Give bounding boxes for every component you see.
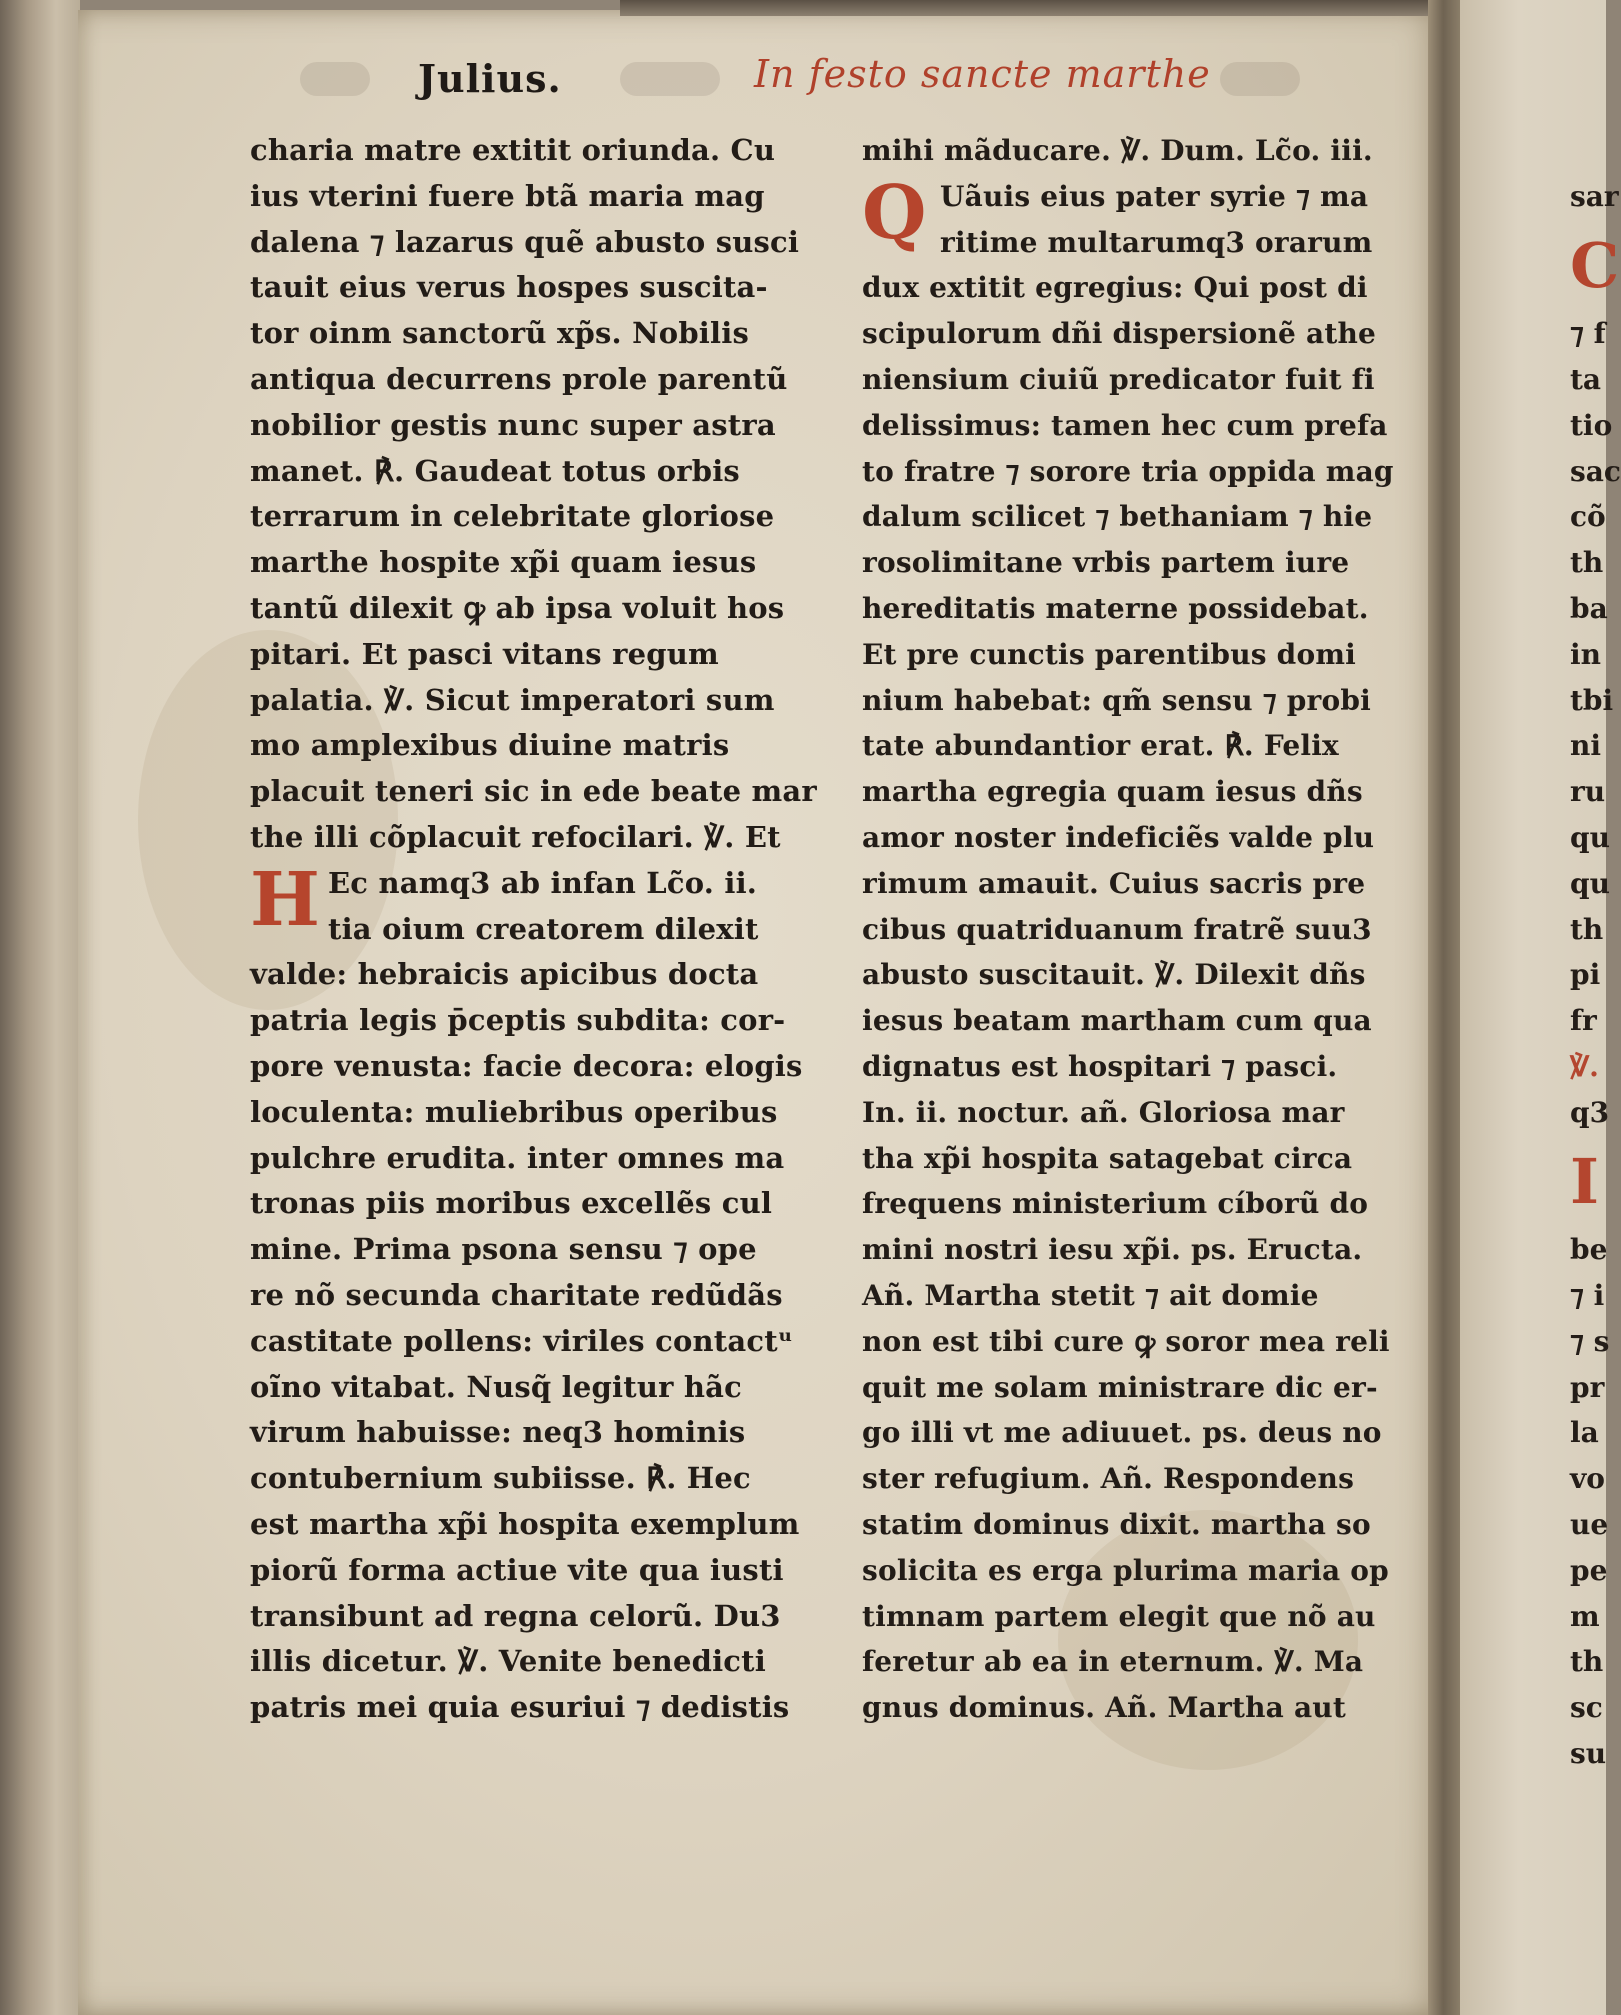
fragment-line: ⁊ i: [1570, 1278, 1605, 1312]
show-through-smudge: [1220, 62, 1300, 96]
book-gutter: [1428, 0, 1462, 2015]
fragment-line: ℣.: [1570, 1049, 1599, 1083]
fragment-line: in: [1570, 637, 1601, 671]
text-line: est martha xp̃i hospita exemplum: [250, 1506, 800, 1541]
text-line: castitate pollens: viriles contactᵘ: [250, 1323, 794, 1358]
fragment-line: la: [1570, 1416, 1599, 1450]
text-line: to fratre ⁊ sorore tria oppida mag: [862, 454, 1394, 488]
fragment-line: ru: [1570, 775, 1606, 809]
text-line: the illi cõplacuit refocilari. ℣. Et: [250, 819, 781, 854]
text-line: mine. Prima psona sensu ⁊ ope: [250, 1232, 757, 1267]
fragment-line: ni: [1570, 729, 1601, 763]
fragment-line: fr: [1570, 1004, 1597, 1038]
text-line: illis dicetur. ℣. Venite benedicti: [250, 1644, 766, 1679]
text-line: dux extitit egregius: Qui post di: [862, 271, 1368, 305]
text-line: tor oinm sanctorũ xp̃s. Nobilis: [250, 316, 749, 351]
text-line: timnam partem elegit que nõ au: [862, 1599, 1376, 1633]
fragment-line: qu: [1570, 866, 1610, 900]
fragment-line: tio: [1570, 408, 1613, 442]
fragment-line: ⁊ f: [1570, 317, 1606, 351]
book-left-edge: [0, 0, 80, 2015]
text-line: feretur ab ea in eternum. ℣. Ma: [862, 1645, 1364, 1679]
recto-line-fragments: [1570, 128, 1621, 1777]
text-line: mini nostri iesu xp̃i. ps. Eructa.: [862, 1233, 1363, 1267]
show-through-smudge: [300, 62, 370, 96]
text-line: ster refugium. Añ. Respondens: [862, 1462, 1355, 1496]
month-heading: Julius.: [418, 56, 562, 101]
text-line: hereditatis materne possidebat.: [862, 591, 1369, 625]
text-line: palatia. ℣. Sicut imperatori sum: [250, 682, 775, 717]
text-line: tauit eius verus hospes suscita-: [250, 270, 768, 305]
fragment-line: sac: [1570, 454, 1621, 488]
fragment-line: pi: [1570, 958, 1601, 992]
text-line: contubernium subiisse. ℟. Hec: [250, 1461, 751, 1496]
fragment-line: ba: [1570, 591, 1608, 625]
text-line: delissimus: tamen hec cum prefa: [862, 408, 1388, 442]
text-line: pulchre erudita. inter omnes ma: [250, 1140, 785, 1175]
fragment-line: sc: [1570, 1691, 1603, 1725]
fragment-initial: C: [1570, 228, 1620, 302]
show-through-smudge: [620, 62, 720, 96]
fragment-line: pe: [1570, 1553, 1608, 1587]
text-line: dalum scilicet ⁊ bethaniam ⁊ hie: [862, 500, 1373, 534]
fragment-line: tbi: [1570, 683, 1614, 717]
fragment-line: qu: [1570, 820, 1610, 854]
fragment-line: be: [1570, 1233, 1608, 1267]
fragment-line: cõ: [1570, 500, 1606, 534]
text-line: nobilior gestis nunc super astra: [250, 407, 776, 442]
text-line: loculenta: muliebribus operibus: [250, 1094, 778, 1129]
fragment-line: pr: [1570, 1370, 1605, 1404]
text-line: rimum amauit. Cuius sacris pre: [862, 866, 1366, 900]
text-line: In. ii. noctur. añ. Gloriosa mar: [862, 1095, 1345, 1129]
fragment-line: th: [1570, 546, 1604, 580]
text-line: transibunt ad regna celorũ. Du3: [250, 1598, 781, 1633]
text-line: mihi mãducare. ℣. Dum. Lc̃o. iii.: [862, 134, 1373, 167]
fragment-line: ue: [1570, 1507, 1609, 1541]
text-line: marthe hospite xp̃i quam iesus: [250, 545, 757, 580]
fragment-line: sar: [1570, 179, 1619, 213]
text-line: martha egregia quam iesus dñs: [862, 775, 1363, 809]
text-line: dalena ⁊ lazarus quẽ abusto susci: [250, 224, 800, 259]
text-line: patria legis p̄ceptis subdita: cor-: [250, 1003, 786, 1038]
text-line: placuit teneri sic in ede beate mar: [250, 774, 817, 809]
text-line: amor noster indeficiẽs valde plu: [862, 820, 1375, 854]
text-line: dignatus est hospitari ⁊ pasci.: [862, 1049, 1338, 1083]
text-line: patris mei quia esuriui ⁊ dedistis: [250, 1690, 790, 1725]
text-line: tate abundantior erat. ℟. Felix: [862, 729, 1339, 763]
text-line: nium habebat: qm̃ sensu ⁊ probi: [862, 683, 1372, 717]
fragment-line: th: [1570, 1645, 1604, 1679]
text-line: abusto suscitauit. ℣. Dilexit dñs: [862, 958, 1366, 992]
text-line: ius vterini fuere btã maria mag: [250, 178, 765, 213]
text-line: pore venusta: facie decora: elogis: [250, 1048, 803, 1083]
text-line: solicita es erga plurima maria op: [862, 1553, 1389, 1587]
left-text-column: [250, 128, 840, 1731]
text-line: ritime multarumq3 orarum: [940, 225, 1373, 259]
text-line: terrarum in celebritate gloriose: [250, 499, 775, 534]
text-line: manet. ℟. Gaudeat totus orbis: [250, 453, 740, 488]
fragment-line: q3: [1570, 1095, 1610, 1129]
text-line: oĩno vitabat. Nusq̃ legitur hãc: [250, 1369, 743, 1404]
text-line: Et pre cunctis parentibus domi: [862, 637, 1356, 671]
text-line: Añ. Martha stetit ⁊ ait domie: [862, 1278, 1319, 1312]
text-line: cibus quatriduanum fratrẽ suu3: [862, 912, 1372, 946]
text-line: tantũ dilexit ꝙ ab ipsa voluit hos: [250, 590, 785, 625]
text-line: non est tibi cure ꝙ soror mea reli: [862, 1324, 1390, 1358]
text-line: valde: hebraicis apicibus docta: [250, 957, 759, 992]
fragment-line: ta: [1570, 362, 1602, 396]
page-top-shadow: [620, 0, 1428, 16]
text-line: gnus dominus. Añ. Martha aut: [862, 1691, 1346, 1725]
text-line: go illi vt me adiuuet. ps. deus no: [862, 1416, 1382, 1450]
fragment-line: ⁊ s: [1570, 1324, 1610, 1358]
drop-cap-initial: H: [250, 856, 321, 943]
text-line: scipulorum dñi dispersionẽ athe: [862, 317, 1377, 351]
fragment-line: su: [1570, 1736, 1607, 1770]
text-line: iesus beatam martham cum qua: [862, 1004, 1372, 1038]
text-line: piorũ forma actiue vite qua iusti: [250, 1552, 784, 1587]
lection-text: Uãuis eius pater syrie ⁊ ma: [940, 179, 1369, 213]
fragment-initial: I: [1570, 1144, 1600, 1218]
running-header: [0, 48, 1400, 108]
text-line: quit me solam ministrare dic er-: [862, 1370, 1378, 1404]
fragment-line: [1570, 128, 1606, 174]
text-line: charia matre extitit oriunda. Cu: [250, 133, 776, 167]
feast-heading: In festo sancte marthe: [754, 52, 1211, 96]
text-line: tia oium creatorem dilexit: [328, 911, 759, 946]
text-line: re nõ secunda charitate redũdãs: [250, 1277, 783, 1312]
text-line: antiqua decurrens prole parentũ: [250, 361, 788, 396]
text-line: statim dominus dixit. martha so: [862, 1507, 1371, 1541]
fragment-line: m: [1570, 1599, 1600, 1633]
lection-text: Ec namq3 ab infan Lc̃o. ii.: [328, 865, 758, 900]
fragment-line: th: [1570, 912, 1604, 946]
text-line: tha xp̃i hospita satagebat circa: [862, 1141, 1353, 1175]
right-text-column: [862, 128, 1422, 1731]
text-line: mo amplexibus diuine matris: [250, 728, 730, 763]
fragment-line: vo: [1570, 1462, 1605, 1496]
drop-cap-initial: Q: [862, 169, 927, 256]
text-line: tronas piis moribus excellẽs cul: [250, 1186, 773, 1221]
text-line: niensium ciuiũ predicator fuit fi: [862, 362, 1375, 396]
text-line: frequens ministerium cíborũ do: [862, 1187, 1369, 1221]
text-line: rosolimitane vrbis partem iure: [862, 546, 1350, 580]
text-line: virum habuisse: neq3 hominis: [250, 1415, 746, 1450]
text-line: pitari. Et pasci vitans regum: [250, 636, 719, 671]
